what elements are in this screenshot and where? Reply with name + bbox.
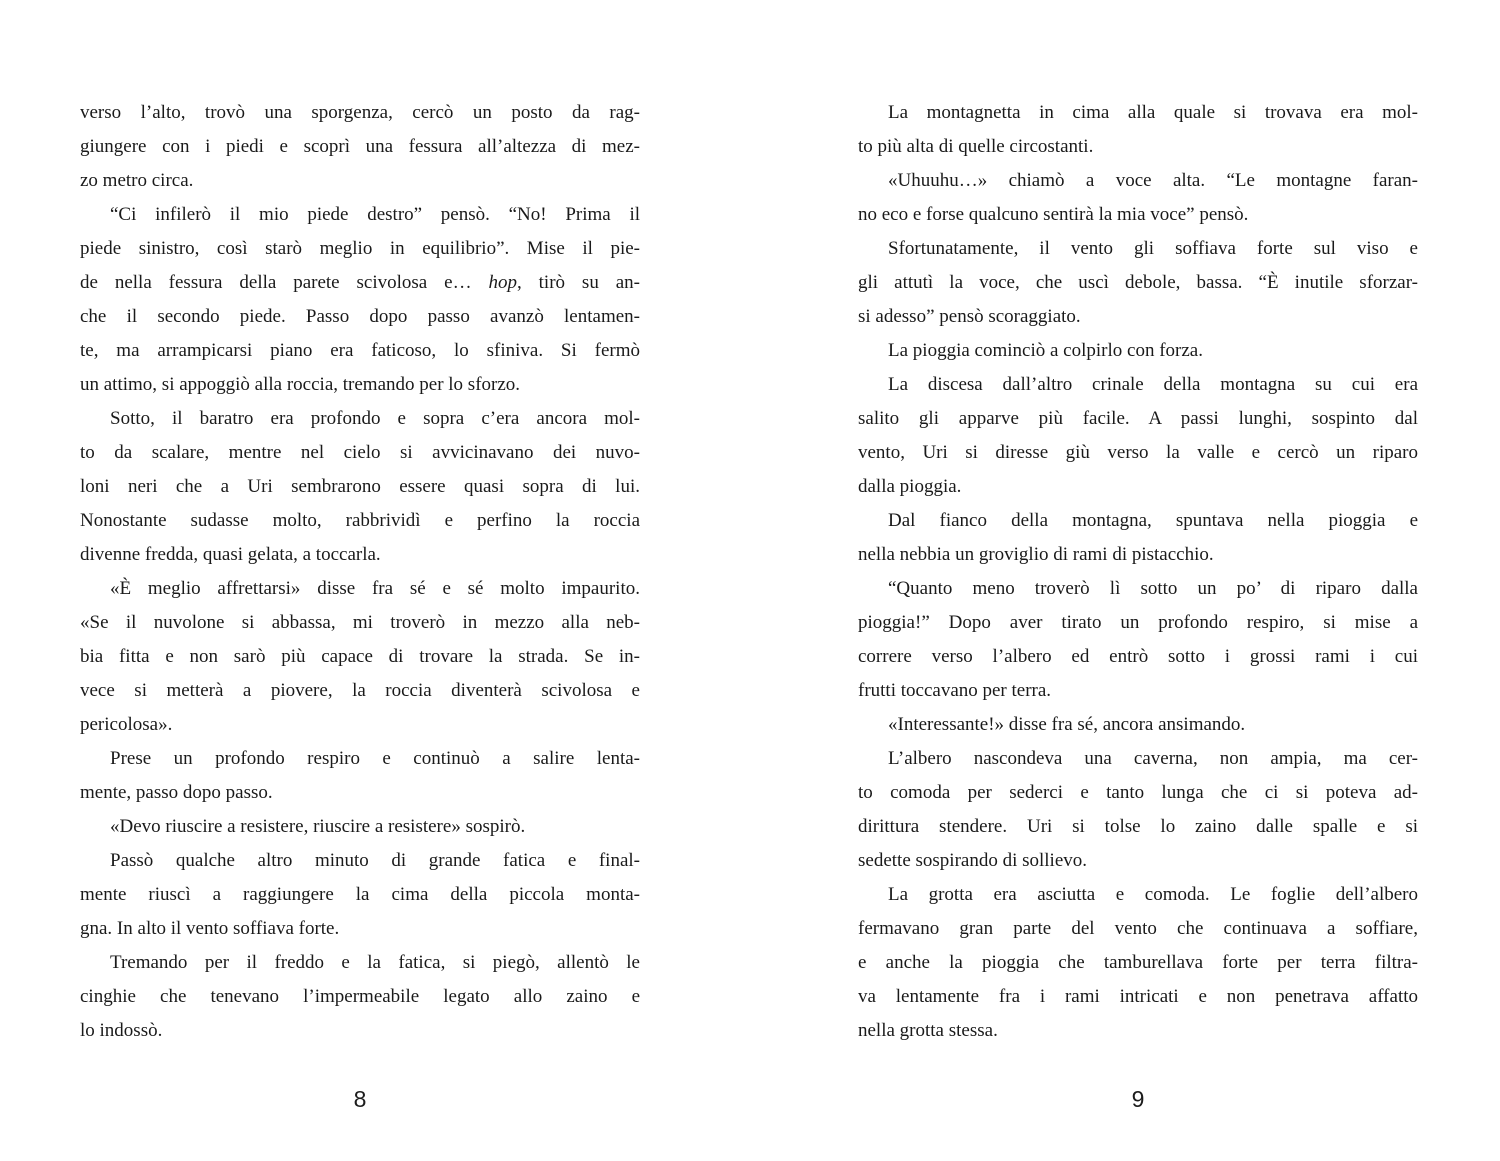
text-line: «Devo riuscire a resistere, riuscire a resistere» sospirò. bbox=[110, 816, 526, 837]
paragraph bbox=[80, 96, 640, 198]
text-line: si adesso” pensò scoraggiato. bbox=[858, 306, 1081, 327]
paragraph bbox=[858, 878, 1418, 1048]
text-segment: , tirò su an- bbox=[516, 272, 640, 293]
text-line: dirittura stendere. Uri si tolse lo zaino dalle spalle e si bbox=[858, 816, 1418, 837]
text-line: salito gli apparve più facile. A passi lunghi, sospinto dal bbox=[858, 408, 1418, 429]
italic-text-segment: hop bbox=[488, 272, 517, 293]
text-line: un attimo, si appoggiò alla roccia, tremando per lo sforzo. bbox=[80, 374, 521, 395]
text-line: giungere con i piedi e scoprì una fessura all’altezza di mez- bbox=[80, 136, 640, 157]
text-line: pericolosa». bbox=[80, 714, 173, 735]
paragraph bbox=[80, 844, 640, 946]
paragraph bbox=[858, 334, 1418, 368]
text-line: frutti toccavano per terra. bbox=[858, 680, 1052, 701]
text-line: te, ma arrampicarsi piano era faticoso, lo sfiniva. Si fermò bbox=[80, 340, 640, 361]
text-line: Dal fianco della montagna, spuntava nella pioggia e bbox=[888, 510, 1418, 531]
text-line: nella grotta stessa. bbox=[858, 1020, 998, 1041]
text-line: nella nebbia un groviglio di rami di pistacchio. bbox=[858, 544, 1214, 565]
text-line: lo indossò. bbox=[80, 1020, 163, 1041]
text-line: gna. In alto il vento soffiava forte. bbox=[80, 918, 340, 939]
paragraph bbox=[80, 402, 640, 572]
paragraph bbox=[858, 504, 1418, 572]
paragraph bbox=[80, 198, 640, 402]
text-line: correre verso l’albero ed entrò sotto i grossi rami i cui bbox=[858, 646, 1418, 667]
text-line: piede sinistro, così starò meglio in equilibrio”. Mise il pie- bbox=[80, 238, 640, 259]
text-line: La montagnetta in cima alla quale si trovava era mol- bbox=[888, 102, 1418, 123]
text-line: Nonostante sudasse molto, rabbrividì e perfino la roccia bbox=[80, 510, 640, 531]
paragraph bbox=[858, 742, 1418, 878]
text-line bbox=[80, 266, 640, 300]
text-line: to più alta di quelle circostanti. bbox=[858, 136, 1094, 157]
paragraph bbox=[858, 164, 1418, 232]
paragraph bbox=[858, 572, 1418, 708]
paragraph bbox=[80, 572, 640, 742]
text-line: La grotta era asciutta e comoda. Le foglie dell’albero bbox=[888, 884, 1418, 905]
paragraph bbox=[858, 96, 1418, 164]
text-line: Tremando per il freddo e la fatica, si piegò, allentò le bbox=[110, 952, 640, 973]
text-line: sedette sospirando di sollievo. bbox=[858, 850, 1088, 871]
text-line: to comoda per sederci e tanto lunga che ci si poteva ad- bbox=[858, 782, 1418, 803]
text-line: Sfortunatamente, il vento gli soffiava forte sul viso e bbox=[888, 238, 1418, 259]
text-line: vece si metterà a piovere, la roccia diventerà scivolosa e bbox=[80, 680, 640, 701]
paragraph bbox=[858, 232, 1418, 334]
left-page-text bbox=[80, 96, 640, 1048]
left-page-number: 8 bbox=[353, 1086, 367, 1112]
text-line: Prese un profondo respiro e continuò a salire lenta- bbox=[110, 748, 640, 769]
text-line: L’albero nascondeva una caverna, non ampia, ma cer- bbox=[888, 748, 1418, 769]
text-line: pioggia!” Dopo aver tirato un profondo respiro, si mise a bbox=[858, 612, 1418, 633]
text-line: zo metro circa. bbox=[80, 170, 194, 191]
text-line: va lentamente fra i rami intricati e non penetrava affatto bbox=[858, 986, 1418, 1007]
paragraph bbox=[858, 368, 1418, 504]
text-line: cinghie che tenevano l’impermeabile legato allo zaino e bbox=[80, 986, 640, 1007]
text-segment: de nella fessura della parete scivolosa e… bbox=[80, 272, 489, 293]
text-line: Sotto, il baratro era profondo e sopra c’era ancora mol- bbox=[110, 408, 640, 429]
text-line: Passò qualche altro minuto di grande fatica e final- bbox=[110, 850, 640, 871]
text-line: mente, passo dopo passo. bbox=[80, 782, 273, 803]
text-line: dalla pioggia. bbox=[858, 476, 962, 497]
text-line: verso l’alto, trovò una sporgenza, cercò un posto da rag- bbox=[80, 102, 640, 123]
paragraph bbox=[80, 946, 640, 1048]
text-line: «Interessante!» disse fra sé, ancora ansimando. bbox=[888, 714, 1246, 735]
text-line: no eco e forse qualcuno sentirà la mia voce” pensò. bbox=[858, 204, 1249, 225]
text-line: «Se il nuvolone si abbassa, mi troverò in mezzo alla neb- bbox=[80, 612, 640, 633]
text-line: mente riuscì a raggiungere la cima della piccola monta- bbox=[80, 884, 640, 905]
text-line: «Uhuuhu…» chiamò a voce alta. “Le montagne faran- bbox=[888, 170, 1418, 191]
text-line: “Quanto meno troverò lì sotto un po’ di riparo dalla bbox=[888, 578, 1418, 599]
text-line: fermavano gran parte del vento che continuava a soffiare, bbox=[858, 918, 1418, 939]
text-line: “Ci infilerò il mio piede destro” pensò. “No! Prima il bbox=[110, 204, 640, 225]
text-line: divenne fredda, quasi gelata, a toccarla. bbox=[80, 544, 381, 565]
right-page-text bbox=[858, 96, 1418, 1048]
text-line: to da scalare, mentre nel cielo si avvicinavano dei nuvo- bbox=[80, 442, 640, 463]
right-page-number: 9 bbox=[1131, 1086, 1145, 1112]
paragraph bbox=[80, 742, 640, 810]
text-line: che il secondo piede. Passo dopo passo avanzò lentamen- bbox=[80, 306, 640, 327]
text-line: loni neri che a Uri sembrarono essere quasi sopra di lui. bbox=[80, 476, 640, 497]
paragraph bbox=[858, 708, 1418, 742]
text-line: gli attutì la voce, che uscì debole, bassa. “È inutile sforzar- bbox=[858, 272, 1418, 293]
text-line: La discesa dall’altro crinale della montagna su cui era bbox=[888, 374, 1418, 395]
text-line: La pioggia cominciò a colpirlo con forza. bbox=[888, 340, 1203, 361]
text-line: «È meglio affrettarsi» disse fra sé e sé molto impaurito. bbox=[110, 578, 640, 599]
text-line: bia fitta e non sarò più capace di trovare la strada. Se in- bbox=[80, 646, 640, 667]
paragraph bbox=[80, 810, 640, 844]
text-line: vento, Uri si diresse giù verso la valle e cercò un riparo bbox=[858, 442, 1418, 463]
text-line: e anche la pioggia che tamburellava forte per terra filtra- bbox=[858, 952, 1418, 973]
